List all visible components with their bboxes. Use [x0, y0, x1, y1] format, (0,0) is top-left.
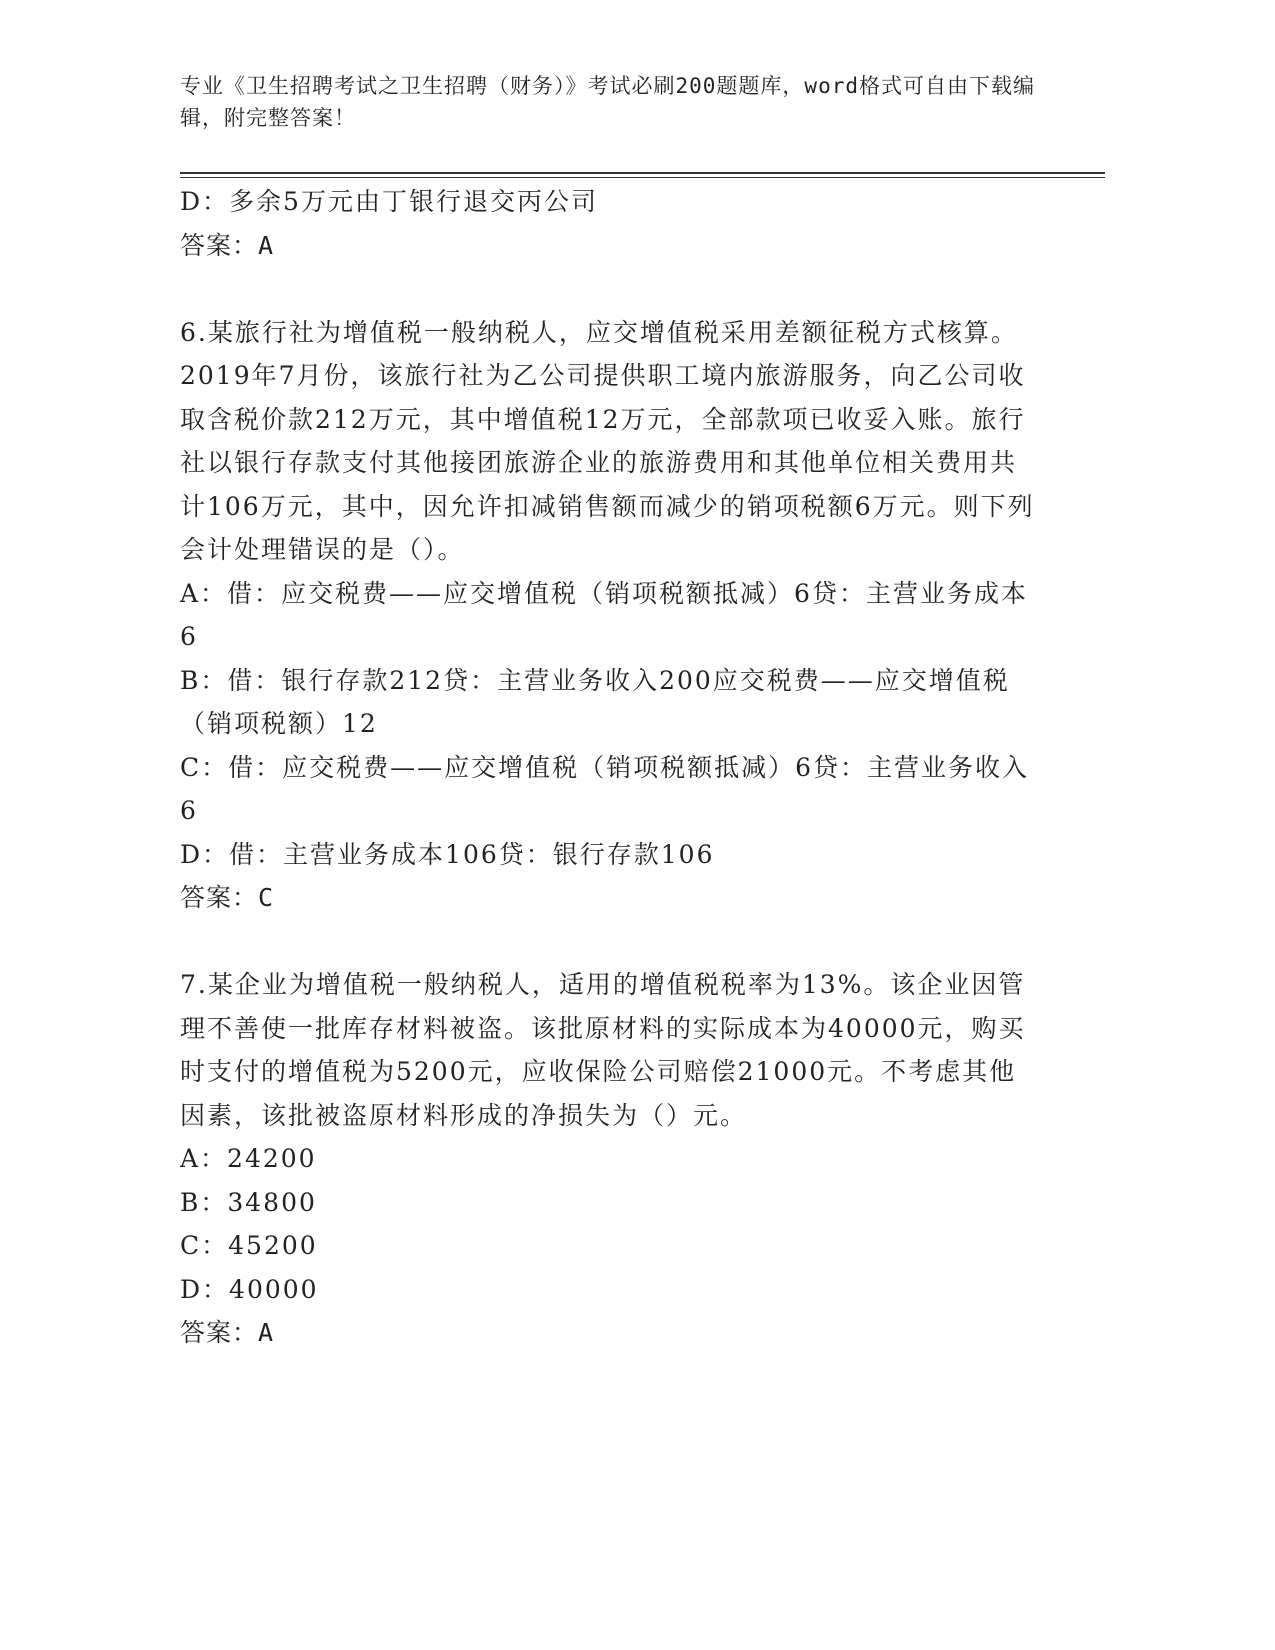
document-body — [180, 180, 1040, 1355]
option-a: A：借：应交税费——应交增值税（销项税额抵减）6贷：主营业务成本6 — [180, 578, 1028, 651]
header-divider-thin — [180, 177, 1105, 178]
option-d: D：借：主营业务成本106贷：银行存款106 — [180, 839, 715, 869]
question-6-text: 6.某旅行社为增值税一般纳税人，应交增值税采用差额征税方式核算。2019年7月份，该旅行社为乙公司提供职工境内旅游服务，向乙公司收取含税价款212万元，其中增值税12万元，全部款项已收妥入账。旅行社以银行存款支付其他接团旅游企业的旅游费用和其他单位相关费用共计106万元，其中，因允许扣减销售额而减少的销项税额6万元。则下列会计处理错误的是（）。 — [180, 317, 1035, 564]
document-header: 专业《卫生招聘考试之卫生招聘（财务）》考试必刷200题题库，word格式可自由下载编辑，附完整答案！ — [180, 74, 1035, 130]
spacer — [180, 267, 1040, 311]
option-b: B：34800 — [180, 1187, 317, 1217]
answer-line: 答案：C — [180, 883, 275, 912]
spacer — [180, 920, 1040, 964]
option-b: B：借：银行存款212贷：主营业务收入200应交税费——应交增值税（销项税额）12 — [180, 665, 1010, 738]
answer-line: 答案：A — [180, 230, 275, 260]
option-a: A：24200 — [180, 1144, 317, 1173]
option-d: D：多余5万元由丁银行退交丙公司 — [180, 187, 598, 216]
option-c: C：45200 — [180, 1231, 318, 1260]
option-d: D：40000 — [180, 1274, 319, 1304]
answer-line: 答案：A — [180, 1318, 275, 1347]
option-c: C：借：应交税费——应交增值税（销项税额抵减）6贷：主营业务收入6 — [180, 752, 1030, 825]
question-7-text: 7.某企业为增值税一般纳税人，适用的增值税税率为13%。该企业因管理不善使一批库存材料被盗。该批原材料的实际成本为40000元，购买时支付的增值税为5200元，应收保险公司赔偿21000元。不考虑其他因素，该批被盗原材料形成的净损失为（）元。 — [180, 970, 1026, 1130]
header-divider-thick — [180, 172, 1105, 174]
